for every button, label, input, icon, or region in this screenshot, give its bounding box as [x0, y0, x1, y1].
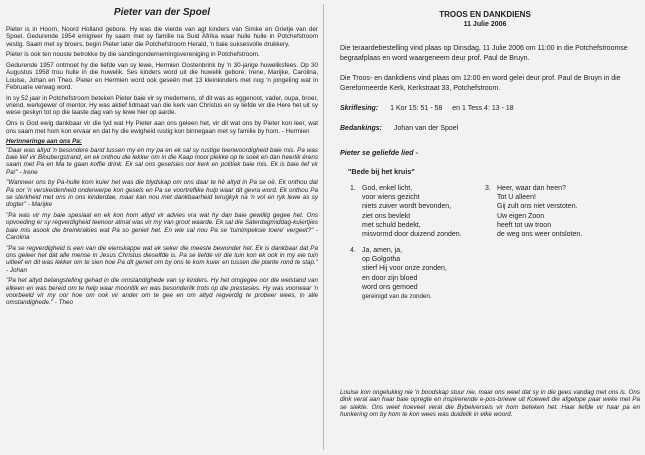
service-paragraph: Die Troos- en dankdiens vind plaas om 12:00 en word gelei deur prof. Paul de Bruyn in die Gereformeerde Kerk, Kerkstraat 33, Potchefstroom.	[340, 75, 621, 92]
memories-heading: Herinneringe aan ons Pa:	[6, 138, 82, 146]
memory-marijke: "Wanneer ons by Pa-hulle kom kuier het was die blydskap om ons daar te hê altyd in Pa se oë. Ek onthou dat Pa oor 'n verskeidenheid onderwerpe kon gesels en Pa se voortreflike hulp waar dit gevra word. Ek onthou Pa se sterkheid met ons in ons kinderdae, maar kan nou met dankbaarheid terugkyk na 'n vol en ryk lewe as sy dogter" - Marijke	[6, 179, 318, 209]
column-divider	[323, 4, 324, 450]
memory-carolina: "Pa was vir my baie spesiaal en ek kon hom altyd vir advies vra wat hy dan baie gewillig gegee het. Ons opvoeding er sy regverdigheid teenoor almal was vir my van groot waarde. Ek sal die Saterdagmiddag-kuiertjies baie mis asook die breinkrakies wat Pa so geniet het. En wie sal nou Pa se 'tuinimpeksie toere' vergeet?" - Carolina	[6, 212, 318, 241]
verse-line: voor wiens gezicht	[362, 194, 420, 202]
scripture-ref-1: 1 Kor 15: 51 - 58	[390, 105, 443, 112]
verse-line: God, enkel licht,	[362, 185, 413, 192]
verse-1	[350, 184, 462, 239]
verse-line: gereinigd van de zonden.	[362, 293, 432, 301]
verse-line: niets zuiver wordt bevonden,	[362, 203, 452, 211]
bio-paragraph-5: Ons is God ewig dankbaar vir die tyd wat Hy Pieter aan ons geleen het, vir dit wat ons by Pieter kon leer, wat ons saam met hom kon ervaar en dat hy die ewigheid rustig kon binnegaan met sy familie by hom. - Hermien	[6, 120, 318, 135]
verse-number: 1.	[350, 185, 356, 192]
memory-theo: "Pa het altyd belangstelling gehad in die omstandighede van sy kinders. Hy het omgegee oor die welstand van elkeen en was bereid om te help waar moontlik en was besonderlik trots op die prestasies. Hy was voorwaar 'n voorbeeld vir my oor hoe om ook vir ander om te gee en om altyd regverdig te probeer wees, in alle omstandighede." - Theo	[6, 277, 318, 307]
verse-line: ziet ons bevlekt	[362, 212, 411, 220]
verse-line: Gij zult ons niet verstoten.	[497, 203, 578, 211]
bio-paragraph-1: Pieter is in Hoorn, Noord Holland gebore. Hy was die vierde van agt kinders van Simke en Grietje van der Spoel. Gedurende 1954 emigreer hy saam met sy familie na Suid Afrika waar hulle hulle in Potchefstroom vestig. Saam met sy broers, begin Pieter later die Potchefstroom Herald, 'n baie suksesvolle drukkery.	[6, 26, 318, 48]
verse-3	[485, 184, 582, 239]
service-title: TROOS EN DANKDIENS	[439, 10, 531, 19]
verse-4	[350, 246, 447, 301]
right-column	[330, 0, 640, 455]
burial-paragraph: Die teraardebestelling vind plaas op Dinsdag, 11 Julie 2006 om 11:00 in die Potchefstroomse begraafplaas en word waargeneem deur prof. Paul de Bruyn.	[340, 45, 628, 62]
verse-line: misvormd door duizend zonden.	[362, 231, 462, 239]
bio-paragraph-4: In sy 52 jaar in Potchefstroom beteken Pieter baie vir sy medemens, of dit was as eggenoot, vader, oupa, broer, vriend, werkgewer of mentor. Hy was aktief lidmaat van die kerk van Christus en sy liefde vir die Here het uit sy wese geskyn tot op die laaste dag van sy lewe hier op aarde.	[6, 94, 318, 117]
verse-line: heeft tot uw troon	[497, 221, 552, 229]
verse-line: Ja, amen, ja,	[362, 247, 403, 254]
verse-line: word ons gemoed	[362, 283, 418, 291]
verse-number: 4.	[350, 247, 356, 254]
scripture-ref-2: en 1 Tess 4: 13 - 18	[452, 105, 514, 112]
verse-line: Heer, waar dan heen?	[497, 185, 566, 192]
scripture-line	[340, 104, 640, 114]
verse-line: stierf Hij voor onze zonden,	[362, 265, 447, 273]
bio-paragraph-2: Pieter is ook ten nouste betrokke by die sandingondernemingsvereniging in Potchefstroom.	[6, 51, 260, 59]
verse-line: op Golgotha	[362, 256, 401, 264]
left-title: Pieter van der Spoel	[113, 7, 211, 18]
scripture-label: Skriflesing:	[340, 105, 379, 112]
bio-paragraph-3: Gedurende 1957 ontmoet hy die liefde van sy lewe, Hermien Oostenbrink by 'n 30-jarige huweliksfees. Op 30 Augustus 1958 trou hulle in die huwelik. Ses kinders word uit die huwelik gebore: Irene, Marijke, Carolina, Louise, Johan en Theo. Pieter en Hermien word ook geseën met 13 kleinkinders met nog 'n jongeling wat in Februarie verwag word.	[6, 62, 318, 92]
song-title: "Bede bij het kruis"	[348, 167, 415, 176]
verse-line: en door zijn bloed	[362, 274, 418, 282]
song-heading: Pieter se geliefde lied -	[340, 148, 418, 157]
service-date: 11 Julie 2006	[463, 21, 507, 28]
thanks-name: Johan van der Spoel	[394, 125, 459, 132]
verse-line: Tot U alleen!	[497, 194, 536, 202]
verse-line: met schuld bedekt,	[362, 221, 421, 229]
thanks-label: Bedankings:	[340, 125, 383, 132]
thanks-line	[340, 124, 640, 134]
verse-line: Uw eigen Zoon	[497, 212, 545, 220]
closing-paragraph: Louise kon ongelukkig nie 'n boodskap stuur nie, maar ons weet dat sy in die gees vandag met ons is. Ons dink veral aan haar baie opregte en inspirerende e-pos-briewe uit Koeweit die afgelope paar weke met Pa se siekte. Ons weet hoeveel veral die Bybelverseis vir hom beteken het. Haar liefde vir haar pa en hunkering om by hom te kon wees was duidelik in elke woord.	[340, 389, 640, 419]
verse-number: 3.	[485, 185, 491, 192]
left-column	[6, 0, 318, 455]
memory-irene: "Daar was altyd 'n besondere band tussen my en my pa en ek sal sy rustige teenwoordigheid baie mis. Pa was baie lief vir Bloubergstrand, en ek onthou die lekker om in die Kaap mooi plekke op te soek en dan heerlik érens saam met Pa en Ma te gaan koffie drink. Ek sal ons geselsies oor kerk en politiek baie mis. Ek is baie lief vir Pa!" - Irene	[6, 146, 318, 176]
memory-johan: "Pa se regverdigheid is een van die eienskappe wat ek seker die meeste bewonder het. Ek is dankbaar dat Pa ons geleer het dat alle mense in Jesus Christus dieselfde is. Pa se liefde vir die tuin kon ek ook in my eie tuin uitleef en dit was lekker om te sien hoe Pa dit geniet om by ons te kom kuier en tussen die plante rond te stap." - Johan	[6, 244, 318, 274]
hymn-verses	[330, 184, 640, 389]
verse-line: de weg ons weer ontsloten.	[497, 231, 583, 239]
